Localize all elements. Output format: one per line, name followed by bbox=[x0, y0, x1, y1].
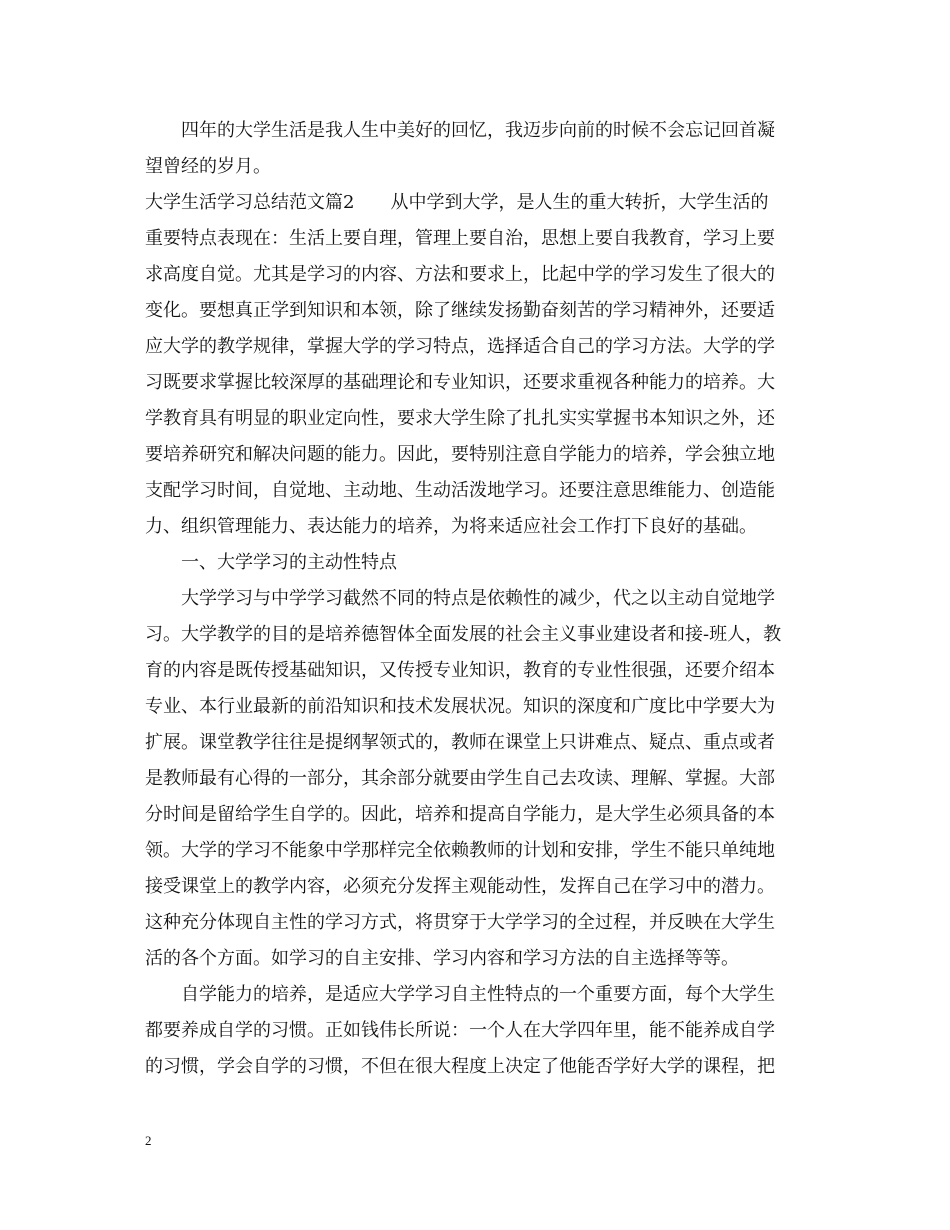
text-line: 专业、本行业最新的前沿知识和技术发展状况。知识的深度和广度比中学要大为 bbox=[145, 696, 775, 717]
text-line: 望曾经的岁月。 bbox=[145, 156, 271, 177]
text-line: 力、组织管理能力、表达能力的培养，为将来适应社会工作打下良好的基础。 bbox=[145, 516, 757, 537]
text-line: 习既要求掌握比较深厚的基础理论和专业知识，还要求重视各种能力的培养。大 bbox=[145, 372, 775, 393]
text-line: 领。大学的学习不能象中学那样完全依赖教师的计划和安排，学生不能只单纯地 bbox=[145, 840, 775, 861]
text-line: 育的内容是既传授基础知识，又传授专业知识，教育的专业性很强，还要介绍本 bbox=[145, 660, 775, 681]
section-heading: 一、大学学习的主动性特点 bbox=[145, 552, 397, 573]
text-line: 都要养成自学的习惯。正如钱伟长所说：一个人在大学四年里，能不能养成自学 bbox=[145, 1020, 775, 1041]
text-line: 变化。要想真正学到知识和本领，除了继续发扬勤奋刻苦的学习精神外，还要适 bbox=[145, 300, 775, 321]
text-line: 接受课堂上的教学内容，必须充分发挥主观能动性，发挥自己在学习中的潜力。 bbox=[145, 876, 775, 897]
text-line: 是教师最有心得的一部分，其余部分就要由学生自己去攻读、理解、掌握。大部 bbox=[145, 768, 775, 789]
text-line: 的习惯，学会自学的习惯，不但在很大程度上决定了他能否学好大学的课程，把 bbox=[145, 1056, 775, 1077]
text-line: 四年的大学生活是我人生中美好的回忆，我迈步向前的时候不会忘记回首凝 bbox=[145, 120, 775, 141]
text-line: 要培养研究和解决问题的能力。因此，要特别注意自学能力的培养，学会独立地 bbox=[145, 444, 775, 465]
text-line: 支配学习时间，自觉地、主动地、生动活泼地学习。还要注意思维能力、创造能 bbox=[145, 480, 775, 501]
text-line: 大学生活学习总结范文篇2 从中学到大学，是人生的重大转折，大学生活的 bbox=[145, 192, 769, 213]
text-line: 应大学的教学规律，掌握大学的学习特点，选择适合自己的学习方法。大学的学 bbox=[145, 336, 775, 357]
text-line: 活的各个方面。如学习的自主安排、学习内容和学习方法的自主选择等等。 bbox=[145, 948, 739, 969]
text-line: 自学能力的培养，是适应大学学习自主性特点的一个重要方面，每个大学生 bbox=[145, 984, 775, 1005]
text-line: 学教育具有明显的职业定向性，要求大学生除了扎扎实实掌握书本知识之外，还 bbox=[145, 408, 775, 429]
text-line: 扩展。课堂教学往往是提纲挈领式的，教师在课堂上只讲难点、疑点、重点或者 bbox=[145, 732, 775, 753]
text-line: 习。大学教学的目的是培养德智体全面发展的社会主义事业建设者和接-班人，教 bbox=[145, 624, 782, 645]
page-number: 2 bbox=[145, 1133, 152, 1148]
text-line: 分时间是留给学生自学的。因此，培养和提高自学能力，是大学生必须具备的本 bbox=[145, 804, 775, 825]
text-line: 这种充分体现自主性的学习方式，将贯穿于大学学习的全过程，并反映在大学生 bbox=[145, 912, 775, 933]
text-line: 重要特点表现在：生活上要自理，管理上要自治，思想上要自我教育，学习上要 bbox=[145, 228, 775, 249]
text-line: 求高度自觉。尤其是学习的内容、方法和要求上，比起中学的学习发生了很大的 bbox=[145, 264, 775, 285]
text-line: 大学学习与中学学习截然不同的特点是依赖性的减少，代之以主动自觉地学 bbox=[145, 588, 775, 609]
